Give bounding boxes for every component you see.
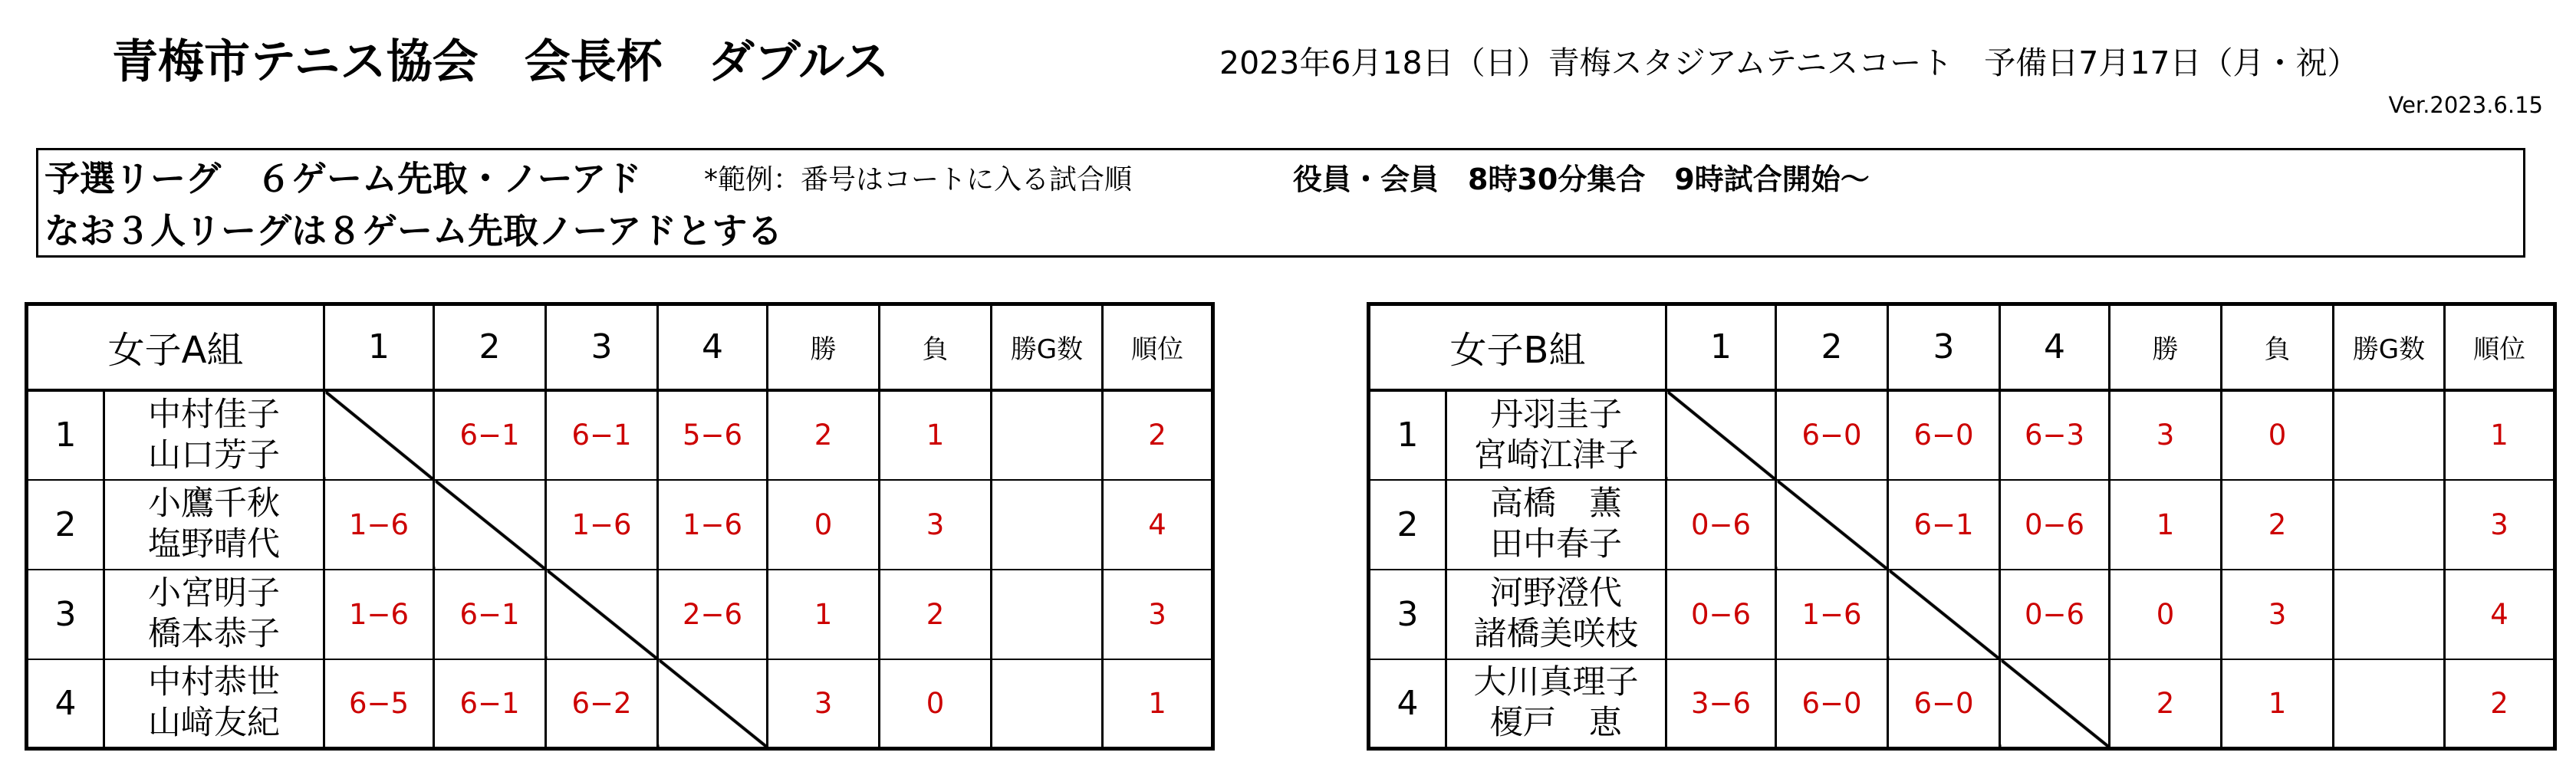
rank-value: 1 (1103, 659, 1213, 749)
group-name: 女子B組 (1369, 304, 1666, 390)
player-name: 橋本恭子 (148, 615, 280, 653)
team-number: 1 (27, 390, 104, 480)
wins-count: 0 (768, 480, 880, 570)
team-row (27, 390, 1213, 480)
match-score: 6−1 (434, 659, 546, 749)
wins-count: 0 (2110, 570, 2222, 659)
match-score: 1−6 (1776, 570, 1888, 659)
player-name: 山﨑友紀 (148, 704, 280, 743)
column-header: 4 (2000, 304, 2110, 390)
column-header: 4 (658, 304, 768, 390)
match-score: 3−6 (1666, 659, 1776, 749)
player-name: 中村佳子 (148, 395, 280, 434)
group-b-table (1367, 302, 2557, 751)
column-header: 勝 (2110, 304, 2222, 390)
player-name: 丹羽圭子 (1490, 395, 1622, 434)
wins-count: 3 (2110, 390, 2222, 480)
wins-count: 2 (768, 390, 880, 480)
rank-value: 2 (2445, 659, 2555, 749)
player-name: 榎戸 恵 (1490, 704, 1622, 743)
team-row (1369, 480, 2555, 570)
team-players (104, 570, 324, 659)
match-score: 5−6 (658, 390, 768, 480)
wins-count: 3 (768, 659, 880, 749)
group-name: 女子A組 (27, 304, 324, 390)
losses-count: 1 (2222, 659, 2334, 749)
match-score: 1−6 (546, 480, 658, 570)
column-header: 負 (2222, 304, 2334, 390)
wins-count: 1 (768, 570, 880, 659)
player-name: 小鷹千秋 (148, 485, 280, 523)
column-header: 順位 (1103, 304, 1213, 390)
match-score: 0−6 (1666, 570, 1776, 659)
column-header: 勝G数 (2334, 304, 2445, 390)
match-score: 6−1 (546, 390, 658, 480)
team-players (104, 659, 324, 749)
player-name: 宮崎江津子 (1473, 435, 1639, 475)
player-name: 中村恭世 (148, 663, 280, 702)
wins-count: 2 (2110, 659, 2222, 749)
match-score: 2−6 (658, 570, 768, 659)
player-name: 河野澄代 (1490, 574, 1622, 613)
team-players (1446, 480, 1666, 570)
losses-count: 1 (880, 390, 992, 480)
games-won-cell (992, 570, 1103, 659)
diagonal-cell (546, 570, 658, 659)
rank-value: 1 (2445, 390, 2555, 480)
rank-value: 3 (2445, 480, 2555, 570)
losses-count: 2 (2222, 480, 2334, 570)
team-number: 3 (27, 570, 104, 659)
rank-value: 4 (1103, 480, 1213, 570)
player-name: 塩野晴代 (148, 525, 280, 563)
date-venue-text: 2023年6月18日（日）青梅スタジアムテニスコート 予備日7月17日（月・祝） (1219, 44, 2359, 81)
team-players (1446, 659, 1666, 749)
match-score: 0−6 (2000, 570, 2110, 659)
team-players (1446, 390, 1666, 480)
legend-note: *範例：番号はコートに入る試合順 (704, 164, 1133, 195)
rank-value: 3 (1103, 570, 1213, 659)
match-score: 6−1 (434, 570, 546, 659)
match-score: 6−0 (1776, 659, 1888, 749)
games-won-cell (2334, 480, 2445, 570)
team-row (1369, 390, 2555, 480)
losses-count: 0 (880, 659, 992, 749)
player-name: 田中春子 (1490, 525, 1622, 563)
column-header: 勝G数 (992, 304, 1103, 390)
match-score: 6−2 (546, 659, 658, 749)
header-row (1369, 304, 2555, 390)
team-players (104, 480, 324, 570)
team-players (104, 390, 324, 480)
diagonal-cell (1888, 570, 2000, 659)
match-score: 0−6 (2000, 480, 2110, 570)
team-number: 4 (27, 659, 104, 749)
match-score: 1−6 (324, 570, 434, 659)
match-score: 6−3 (2000, 390, 2110, 480)
team-number: 2 (27, 480, 104, 570)
games-won-cell (992, 480, 1103, 570)
version-label: Ver.2023.6.15 (2388, 92, 2543, 118)
losses-count: 0 (2222, 390, 2334, 480)
match-score: 6−0 (1888, 390, 2000, 480)
team-number: 2 (1369, 480, 1446, 570)
match-score: 0−6 (1666, 480, 1776, 570)
rank-value: 4 (2445, 570, 2555, 659)
diagonal-cell (658, 659, 768, 749)
match-score: 6−0 (1888, 659, 2000, 749)
player-name: 諸橋美咲枝 (1473, 615, 1639, 653)
page-title: 青梅市テニス協会 会長杯 ダブルス (112, 35, 890, 89)
column-header: 3 (1888, 304, 2000, 390)
header-row (27, 304, 1213, 390)
assembly-time-text: 役員・会員 8時30分集合 9時試合開始～ (1293, 163, 1870, 196)
team-players (1446, 570, 1666, 659)
team-number: 1 (1369, 390, 1446, 480)
wins-count: 1 (2110, 480, 2222, 570)
group-a-table (25, 302, 1215, 751)
column-header: 勝 (768, 304, 880, 390)
team-number: 3 (1369, 570, 1446, 659)
column-header: 2 (1776, 304, 1888, 390)
team-row (1369, 570, 2555, 659)
player-name: 山口芳子 (148, 435, 280, 475)
games-won-cell (2334, 390, 2445, 480)
losses-count: 2 (880, 570, 992, 659)
diagonal-cell (434, 480, 546, 570)
match-score: 1−6 (324, 480, 434, 570)
rules-notice-box (36, 148, 2525, 258)
losses-count: 3 (2222, 570, 2334, 659)
player-name: 大川真理子 (1473, 663, 1639, 702)
diagonal-cell (1666, 390, 1776, 480)
column-header: 順位 (2445, 304, 2555, 390)
column-header: 負 (880, 304, 992, 390)
player-name: 高橋 薫 (1490, 485, 1622, 523)
column-header: 1 (324, 304, 434, 390)
games-won-cell (2334, 659, 2445, 749)
games-won-cell (2334, 570, 2445, 659)
match-score: 6−0 (1776, 390, 1888, 480)
team-row (27, 480, 1213, 570)
games-won-cell (992, 659, 1103, 749)
match-format-text: 予選リーグ ６ゲーム先取・ノーアド (44, 158, 642, 199)
player-name: 小宮明子 (148, 574, 280, 613)
team-row (27, 570, 1213, 659)
column-header: 1 (1666, 304, 1776, 390)
games-won-cell (992, 390, 1103, 480)
diagonal-cell (324, 390, 434, 480)
team-row (27, 659, 1213, 749)
match-score: 6−5 (324, 659, 434, 749)
diagonal-cell (1776, 480, 1888, 570)
match-score: 1−6 (658, 480, 768, 570)
three-team-rule-text: なお３人リーグは８ゲーム先取ノーアドとする (44, 210, 783, 251)
losses-count: 3 (880, 480, 992, 570)
column-header: 2 (434, 304, 546, 390)
column-header: 3 (546, 304, 658, 390)
team-row (1369, 659, 2555, 749)
match-score: 6−1 (434, 390, 546, 480)
rank-value: 2 (1103, 390, 1213, 480)
team-number: 4 (1369, 659, 1446, 749)
match-score: 6−1 (1888, 480, 2000, 570)
diagonal-cell (2000, 659, 2110, 749)
